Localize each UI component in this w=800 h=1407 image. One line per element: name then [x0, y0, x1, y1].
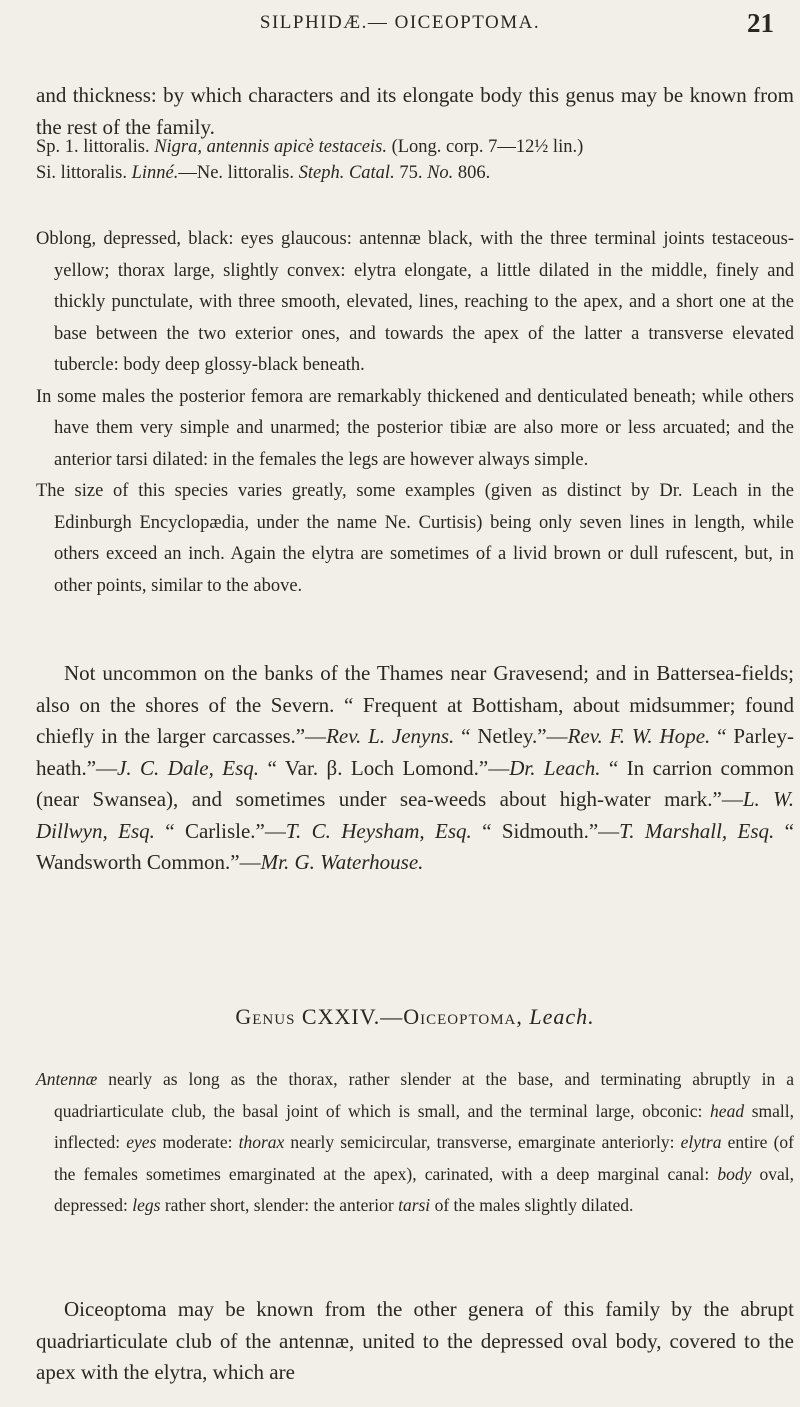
description-paragraph-2: In some males the posterior femora are remarkably thickened and denticulated beneath; while others have them very simple and unarmed; the posterior tibiæ are also more or less arcuated; and the anterior tarsi dilated: in the females the legs are however always simple. [36, 386, 794, 470]
catalogue-number: 806. [453, 163, 491, 183]
locality-text: “ Netley.”— [454, 724, 568, 748]
species-description [36, 224, 794, 602]
locality-text: “ Sidmouth.”— [471, 818, 620, 843]
genus-heading [36, 1004, 794, 1030]
running-head [0, 10, 800, 40]
species-number-name: Sp. 1. littoralis. [36, 137, 155, 157]
localities-text [36, 658, 794, 879]
locality-text: Not uncommon on the banks of the Thames near Gravesend; and in Battersea-fields; also on the shores of the Severn. “ Frequent at Bottisham, about midsummer; found chiefly in the larger carcasses.”— [36, 661, 794, 748]
genus-author: Leach. [529, 1004, 595, 1029]
localities-paragraph [36, 658, 794, 879]
genus-closing-text: Oiceoptoma may be known from the other genera of this family by the abrupt quadriarticulate club of the antennæ, united to the depressed oval body, covered to the apex with the elytra, which are [36, 1297, 794, 1384]
locality-text: “ Var. β. Loch Lomond.”— [259, 755, 510, 780]
term: thorax [238, 1132, 285, 1152]
genus-heading-block [36, 1004, 794, 1030]
synonym-1-author: Linné. [131, 163, 179, 183]
term: tarsi [398, 1195, 431, 1215]
locality-text: “ Wandsworth Common.”— [36, 818, 794, 874]
term-text: oval, depressed: [54, 1163, 794, 1215]
running-title: SILPHIDÆ.— OICEOPTOMA. [259, 12, 541, 33]
species-heading [36, 134, 794, 186]
locality-text: “ In carrion common (near Swansea), and sometimes under sea-weeds about high-water mark.”— [36, 755, 794, 811]
genus-number: Genus CXXIV.— [235, 1004, 404, 1029]
locality-authority: Mr. G. Waterhouse. [260, 850, 424, 874]
catalogue-no-label: No. [427, 163, 454, 183]
locality-text: “ Carlisle.”— [154, 818, 286, 843]
catalogue-page: 75. [394, 163, 428, 183]
species-synonymy-line [36, 160, 794, 186]
term: eyes [126, 1132, 157, 1152]
locality-authority: J. C. Dale, Esq. [117, 755, 260, 780]
page-number: 21 [747, 8, 774, 38]
intro-text: and thickness: by which characters and its elongate body this genus may be known from the rest of the family. [36, 83, 794, 139]
description-paragraph-3: The size of this species varies greatly, some examples (given as distinct by Dr. Leach in the Edinburgh Encyclopædia, under the name Ne. Curtisis) being only seven lines in length, while others exceed an inch. Again the elytra are sometimes of a livid brown or dull rufescent, but, in other points, similar to the above. [36, 481, 794, 596]
genus-name: Oiceoptoma [403, 1004, 517, 1029]
locality-text: “ Parley-heath.”— [36, 724, 794, 780]
catalogue-ref: Steph. Catal. [298, 163, 395, 183]
term: head [710, 1100, 745, 1121]
synonym-1: Si. littoralis. [36, 163, 132, 183]
term-text: nearly semicircular, transverse, emarginate anteriorly: [284, 1132, 681, 1152]
term-text: moderate: [156, 1132, 239, 1152]
synonym-2: —Ne. littoralis. [178, 163, 299, 183]
species-latin-diagnosis: Nigra, antennis apicè testaceis. [154, 137, 387, 157]
genus-description [36, 1064, 794, 1222]
term: body [717, 1163, 752, 1184]
locality-authority: T. Marshall, Esq. [619, 818, 775, 843]
locality-authority: L. W. Dillwyn, Esq. [36, 787, 794, 843]
term: Antennæ [36, 1069, 98, 1089]
term-text: rather short, slender: the anterior [160, 1195, 399, 1215]
species-length: (Long. corp. 7—12½ lin.) [386, 137, 584, 157]
genus-closing-paragraph [36, 1294, 794, 1389]
term-text: of the males slightly dilated. [430, 1195, 634, 1215]
term-text: small, inflected: [54, 1100, 794, 1152]
genus-heading-sep: , [516, 1004, 530, 1029]
locality-authority: Dr. Leach. [509, 755, 601, 780]
locality-authority: T. C. Heysham, Esq. [285, 818, 472, 843]
species-diagnosis-line [36, 134, 794, 160]
term-text: nearly as long as the thorax, rather slender at the base, and terminating abruptly in a quadriarticulate club, the basal joint of which is small, and the terminal large, obconic: [54, 1069, 794, 1121]
description-paragraph-1: Oblong, depressed, black: eyes glaucous: antennæ black, with the three terminal joints testaceous-yellow; thorax large, slightly convex: elytra elongate, a little dilated in the middle, finely and thickly punctulate, with three smooth, elevated, lines, reaching to the apex, and a short one at the base between the two exterior ones, and towards the apex of the latter a transverse elevated tubercle: body deep glossy-black beneath. [36, 229, 794, 375]
term-text: entire (of the females sometimes emarginated at the apex), carinated, with a deep marginal canal: [54, 1132, 794, 1184]
locality-authority: Rev. L. Jenyns. [326, 724, 455, 748]
genus-characters [36, 1064, 794, 1222]
term: legs [132, 1195, 161, 1215]
term: elytra [680, 1132, 722, 1152]
locality-authority: Rev. F. W. Hope. [567, 724, 711, 748]
